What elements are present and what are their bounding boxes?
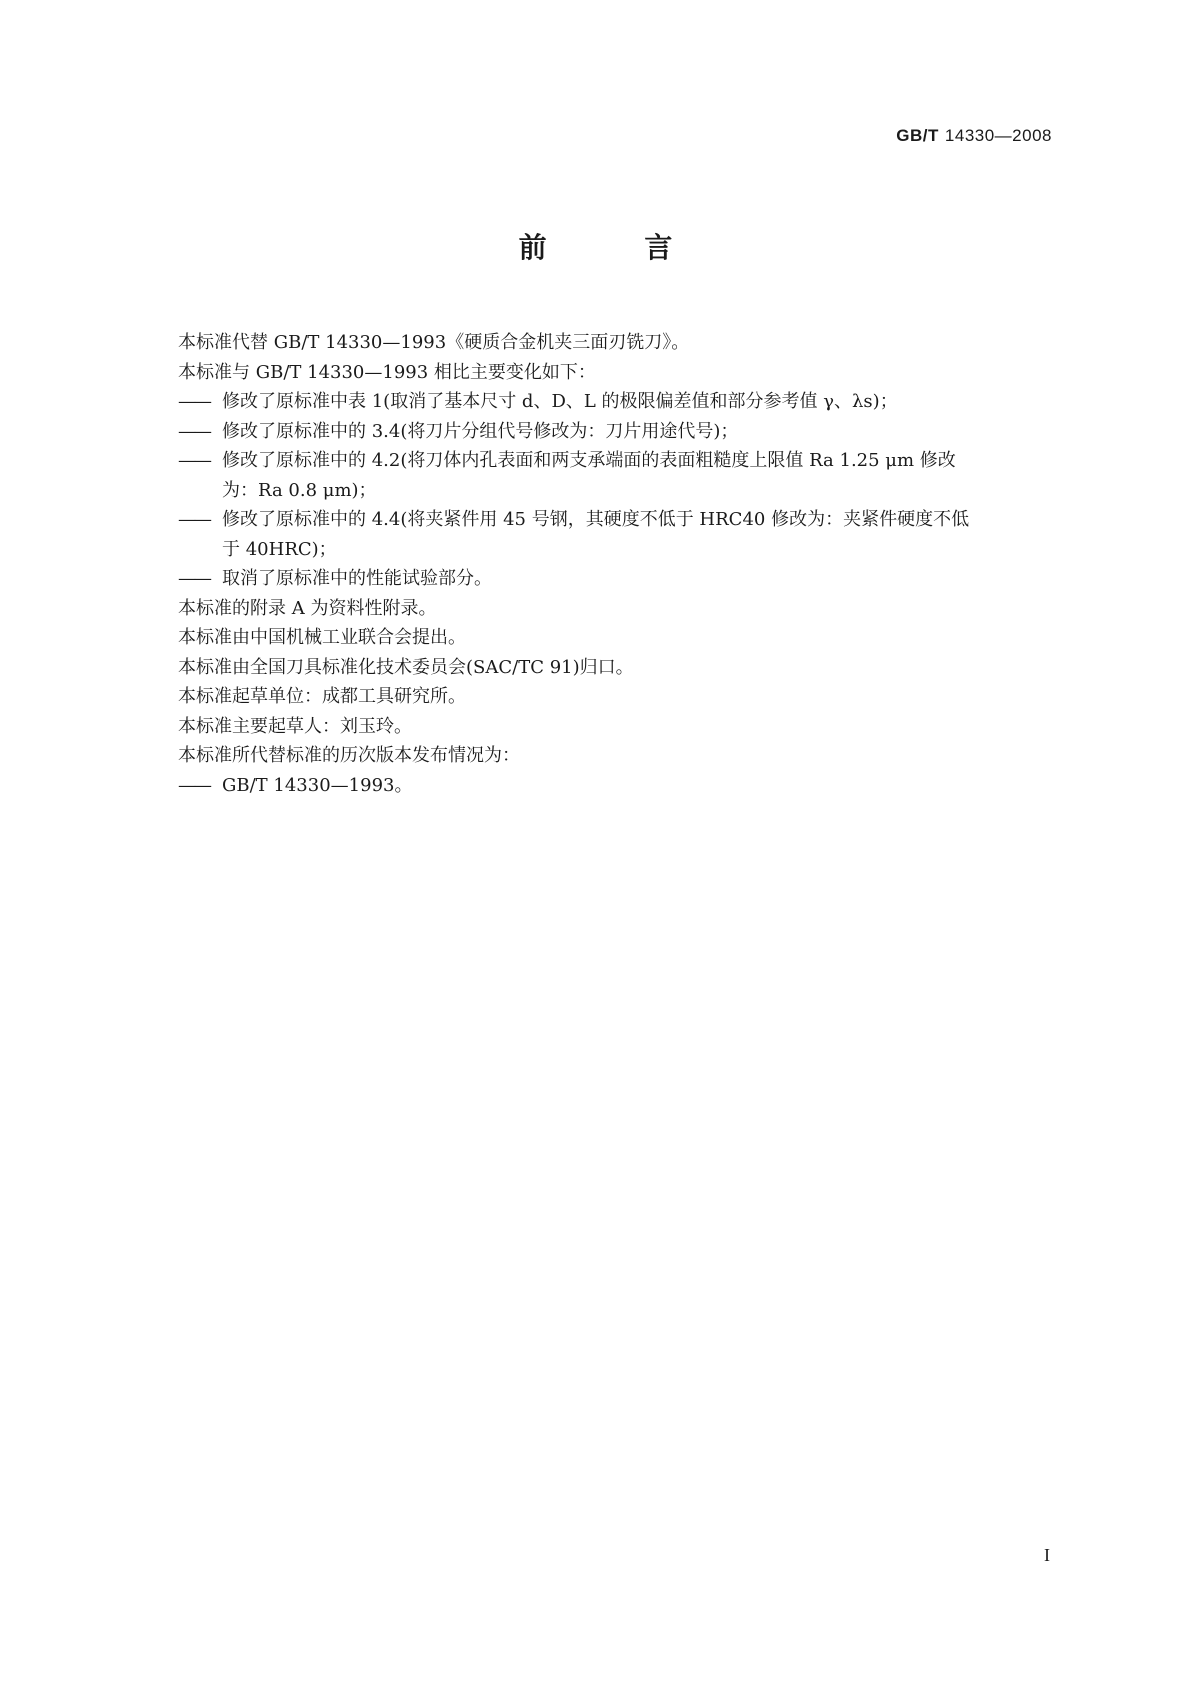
change-text: 修改了原标准中表 1(取消了基本尺寸 d、D、L 的极限偏差值和部分参考值 γ、λs)； (222, 391, 898, 412)
change-item-4-2 (178, 446, 1058, 476)
change-item-4-2-continued: 为：Ra 0.8 μm)； (222, 479, 377, 501)
change-item-performance-test (178, 564, 1058, 594)
change-text: 取消了原标准中的性能试验部分。 (222, 568, 492, 589)
dash-marker: —— (178, 568, 210, 589)
change-text: 修改了原标准中的 3.4(将刀片分组代号修改为：刀片用途代号)； (222, 420, 739, 442)
change-item-4-4-continued: 于 40HRC)； (222, 538, 337, 560)
standard-code (896, 126, 1052, 146)
standard-prefix: GB/T (896, 126, 939, 145)
dash-marker: —— (178, 420, 210, 442)
paragraph-proposer: 本标准由中国机械工业联合会提出。 (178, 627, 466, 648)
page-number: I (1044, 1545, 1050, 1565)
dash-marker: —— (178, 391, 210, 412)
history-text: GB/T 14330—1993。 (222, 774, 413, 796)
dash-marker: —— (178, 450, 210, 471)
change-text: 修改了原标准中的 4.4(将夹紧件用 45 号钢，其硬度不低于 HRC40 修改为：夹紧件硬度不低 (222, 509, 970, 530)
paragraph-drafter: 本标准主要起草人：刘玉玲。 (178, 715, 412, 737)
paragraph-appendix: 本标准的附录 A 为资料性附录。 (178, 597, 437, 619)
change-text: 修改了原标准中的 4.2(将刀体内孔表面和两支承端面的表面粗糙度上限值 Ra 1.25 μm 修改 (222, 450, 956, 471)
foreword-body (178, 328, 1058, 800)
change-item-3-4 (178, 417, 1058, 447)
page-title: 前 言 (518, 231, 717, 264)
change-item-table1 (178, 387, 1058, 417)
dash-marker: —— (178, 509, 210, 530)
paragraph-changes-intro: 本标准与 GB/T 14330—1993 相比主要变化如下： (178, 361, 596, 383)
paragraph-committee: 本标准由全国刀具标准化技术委员会(SAC/TC 91)归口。 (178, 656, 634, 678)
change-item-4-4 (178, 505, 1058, 535)
paragraph-history-intro: 本标准所代替标准的历次版本发布情况为： (178, 745, 520, 766)
history-item (178, 771, 1058, 801)
dash-marker: —— (178, 774, 210, 796)
standard-number: 14330—2008 (944, 126, 1052, 145)
paragraph-drafting-unit: 本标准起草单位：成都工具研究所。 (178, 686, 466, 707)
paragraph-replaces: 本标准代替 GB/T 14330—1993《硬质合金机夹三面刃铣刀》。 (178, 332, 690, 353)
